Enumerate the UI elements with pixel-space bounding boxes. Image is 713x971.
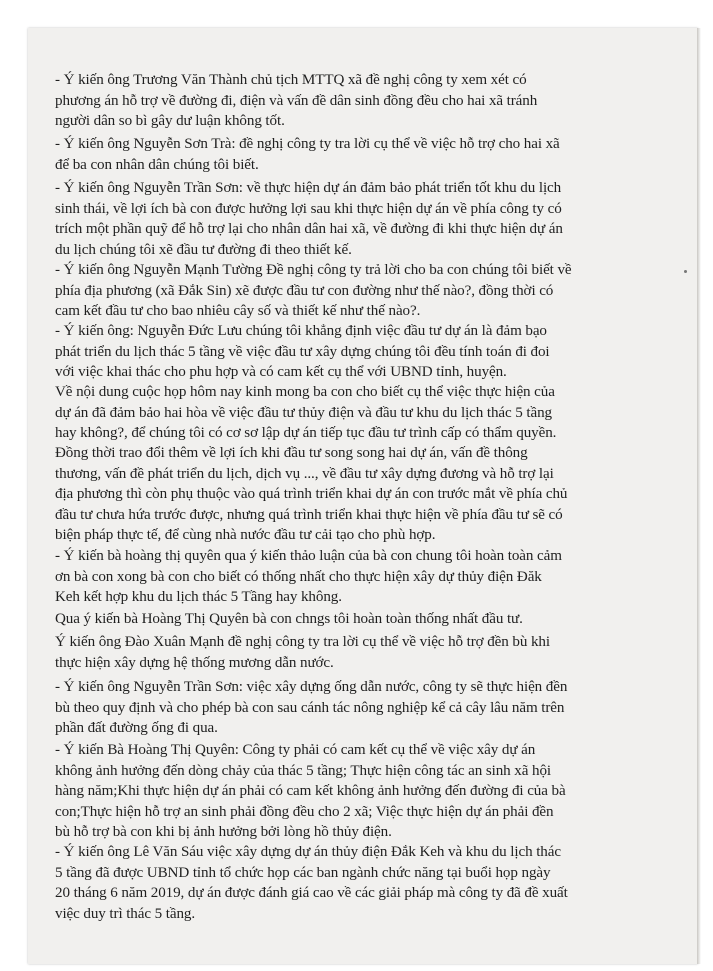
opinion-nguyen-son-tra: - Ý kiến ông Nguyễn Sơn Trà: đề nghị công ty tra lời cụ thể về việc hỗ trợ cho hai xã để ba con nhân dân chúng tôi biết. bbox=[55, 136, 560, 173]
opinion-hoang-thi-quyen-2: - Ý kiến Bà Hoàng Thị Quyên: Công ty phải có cam kết cụ thể về việc xây dự án không ảnh hưởng đến dòng chảy của thác 5 tầng; Thực hiện công tác an sinh xã hội hàng năm;Khi thực hiện dự án phải có cam kết không ảnh hưởng đến đường đi của bà con;Thực hiện hỗ trợ an sinh phải đồng đều cho 2 xã; Việc thực hiện dự án phải đền bù hỗ trợ bà con khi bị ảnh hưởng bởi lòng hồ thủy điện. bbox=[55, 742, 566, 841]
opinion-le-van-sau: - Ý kiến ông Lê Văn Sáu việc xây dựng dự án thủy điện Đắk Keh và khu du lịch thác 5 tầng đã được UBND tỉnh tổ chức họp các ban ngành chức năng tại buổi họp ngày 20 tháng 6 năm 2019, dự án được đánh giá cao về các giải pháp mà công ty đã đề xuất việc duy trì thác 5 tầng. bbox=[55, 844, 568, 922]
opinion-dao-xuan-manh: Ý kiến ông Đào Xuân Mạnh đề nghị công ty tra lời cụ thể về việc hỗ trợ đền bù khi thực hiện xây dựng hệ thống mương dẫn nước. bbox=[55, 634, 550, 671]
page-edge-shadow bbox=[697, 28, 701, 964]
benefits-exchange-paragraph: Đồng thời trao đổi thêm về lợi ích khi đầu tư song song hai dự án, vấn đề thông thương, vấn đề phát triển du lịch, dịch vụ ..., về đầu tư xây dựng đương và hỗ trợ lại địa phương thì còn phụ thuộc vào quá trình triển khai dự án con trước mắt về phía chủ đầu tư chưa hứa trước được, nhưng quá trình triển khai thực hiện về phía đầu tư sẽ có biện pháp thực tế, để cùng nhà nước đầu tư cải tạo cho phù hợp. bbox=[55, 445, 568, 544]
opinion-nguyen-duc-luu: - Ý kiến ông: Nguyễn Đức Lưu chúng tôi khẳng định việc đầu tư dự án là đảm bạo phát triển du lịch thác 5 tầng về việc đầu tư xây dựng chúng tôi đều tính toán đi đoi với việc khai thác cho phu hợp và có cam kết cụ thể với UBND tỉnh, huyện. bbox=[55, 323, 550, 381]
opinion-nguyen-manh-tuong: - Ý kiến ông Nguyễn Mạnh Tường Đề nghị công ty trả lời cho ba con chúng tôi biết về phía địa phương (xã Đắk Sin) xẽ được đầu tư con đường như thế nào?, đồng thời có cam kết đầu tư cho bao nhiêu cây số và thiết kế như thế nào?. bbox=[55, 262, 572, 320]
consensus-paragraph: Qua ý kiến bà Hoàng Thị Quyên bà con chngs tôi hoàn toàn thống nhất đầu tư. bbox=[55, 611, 523, 627]
meeting-content-paragraph: Về nội dung cuộc họp hôm nay kinh mong ba con cho biết cụ thể việc thực hiện của dự án đã đảm bảo hai hòa về việc đầu tư thủy điện và đầu tư khu du lịch thác 5 tầng hay không?, để chúng tôi có cơ sơ lập dự án tiếp tục đầu tư trình cấp có thẩm quyền. bbox=[55, 384, 557, 442]
opinion-hoang-thi-quyen-1: - Ý kiến bà hoàng thị quyên qua ý kiến thảo luận của bà con chung tôi hoàn toàn cảm ơn bà con xong bà con cho biết có thống nhất cho thực hiện xây dự thủy điện Đăk Keh kết hợp khu du lịch thác 5 Tầng hay không. bbox=[55, 548, 562, 606]
paper-speck bbox=[684, 270, 687, 273]
opinion-nguyen-tran-son-2: - Ý kiến ông Nguyễn Trần Sơn: việc xây dựng ống dẫn nước, công ty sẽ thực hiện đền bù theo quy định và cho phép bà con sau cánh tác nông nghiệp kể cả cây lâu năm trên phần đất đường ống đi qua. bbox=[55, 679, 568, 737]
opinion-truong-van-thanh: - Ý kiến ông Trương Văn Thành chủ tịch MTTQ xã đề nghị công ty xem xét có phương án hỗ trợ về đường đi, điện và vấn đề dân sinh đồng đều cho hai xã tránh người dân so bì gây dư luận không tốt. bbox=[55, 72, 538, 130]
opinion-nguyen-tran-son-1: - Ý kiến ông Nguyễn Trần Sơn: về thực hiện dự án đảm bảo phát triển tốt khu du lịch sinh thái, về lợi ích bà con được hưởng lợi sau khi thực hiện dự án về phía công ty có trích một phần quỹ để hỗ trợ lại cho nhân dân hai xã, về đường đi khi thực hiện dự án du lịch chúng tôi xẽ đầu tư đường đi theo thiết kế. bbox=[55, 180, 563, 258]
